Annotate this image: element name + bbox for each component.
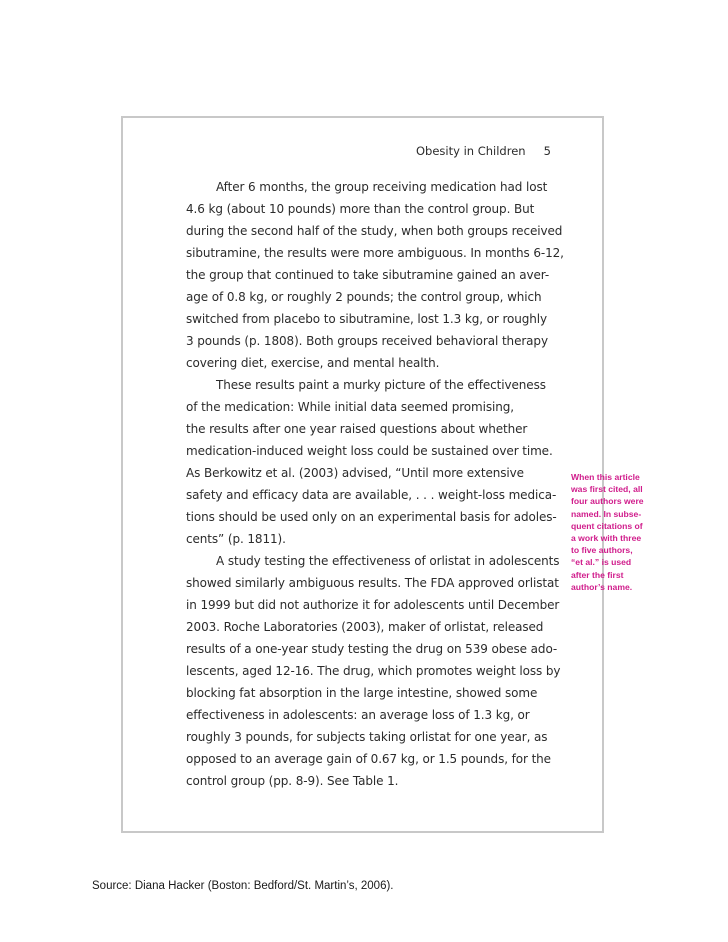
body-line: These results paint a murky picture of the effectiveness — [216, 378, 546, 392]
annotation-line: author’s name. — [571, 581, 633, 592]
body-line: showed similarly ambiguous results. The FDA approved orlistat — [186, 576, 559, 590]
annotation-line: a work with three — [571, 533, 642, 544]
body-line: medication-induced weight loss could be sustained over time. — [186, 444, 553, 458]
annotation-line: quent citations of — [571, 520, 643, 531]
body-line: cents” (p. 1811). — [186, 532, 286, 546]
annotation-line: named. In subse- — [571, 508, 642, 519]
running-head-title: Obesity in Children — [416, 144, 526, 158]
body-line: lescents, aged 12-16. The drug, which promotes weight loss by — [186, 664, 561, 678]
body-line: covering diet, exercise, and mental health. — [186, 356, 440, 370]
annotation-line: “et al.” is used — [571, 557, 632, 568]
body-line: After 6 months, the group receiving medication had lost — [216, 180, 548, 194]
source-citation: Source: Diana Hacker (Boston: Bedford/St. Martin’s, 2006). — [92, 880, 394, 892]
body-line: As Berkowitz et al. (2003) advised, “Until more extensive — [186, 466, 524, 480]
body-line: the results after one year raised questions about whether — [186, 422, 528, 436]
body-line: of the medication: While initial data seemed promising, — [186, 400, 514, 414]
annotation-line: was first cited, all — [571, 484, 643, 495]
margin-annotation — [571, 471, 683, 593]
body-line: blocking fat absorption in the large intestine, showed some — [186, 686, 538, 700]
annotation-line: When this article — [571, 472, 640, 482]
body-line: 4.6 kg (about 10 pounds) more than the control group. But — [186, 202, 535, 216]
body-line: control group (pp. 8-9). See Table 1. — [186, 774, 399, 788]
body-line: opposed to an average gain of 0.67 kg, or 1.5 pounds, for the — [186, 752, 551, 766]
annotation-line: four authors were — [571, 496, 644, 507]
annotation-line: after the first — [571, 569, 624, 580]
body-line: safety and efficacy data are available, . . . weight-loss medica- — [186, 488, 557, 502]
body-line: roughly 3 pounds, for subjects taking orlistat for one year, as — [186, 730, 548, 744]
body-line: effectiveness in adolescents: an average loss of 1.3 kg, or — [186, 708, 530, 722]
body-line: tions should be used only on an experimental basis for adoles- — [186, 510, 557, 524]
page-number: 5 — [543, 144, 551, 158]
running-head — [416, 144, 551, 158]
body-line: A study testing the effectiveness of orlistat in adolescents — [216, 554, 560, 568]
body-line: during the second half of the study, when both groups received — [186, 224, 563, 238]
body-line: the group that continued to take sibutramine gained an aver- — [186, 268, 550, 282]
body-line: age of 0.8 kg, or roughly 2 pounds; the control group, which — [186, 290, 542, 304]
body-line: 2003. Roche Laboratories (2003), maker of orlistat, released — [186, 620, 544, 634]
body-line: switched from placebo to sibutramine, lost 1.3 kg, or roughly — [186, 312, 548, 326]
body-line: 3 pounds (p. 1808). Both groups received behavioral therapy — [186, 334, 548, 348]
body-line: sibutramine, the results were more ambiguous. In months 6-12, — [186, 246, 564, 260]
body-line: in 1999 but did not authorize it for adolescents until December — [186, 598, 560, 612]
annotation-line: to five authors, — [571, 545, 633, 556]
body-line: results of a one-year study testing the drug on 539 obese ado- — [186, 642, 558, 656]
